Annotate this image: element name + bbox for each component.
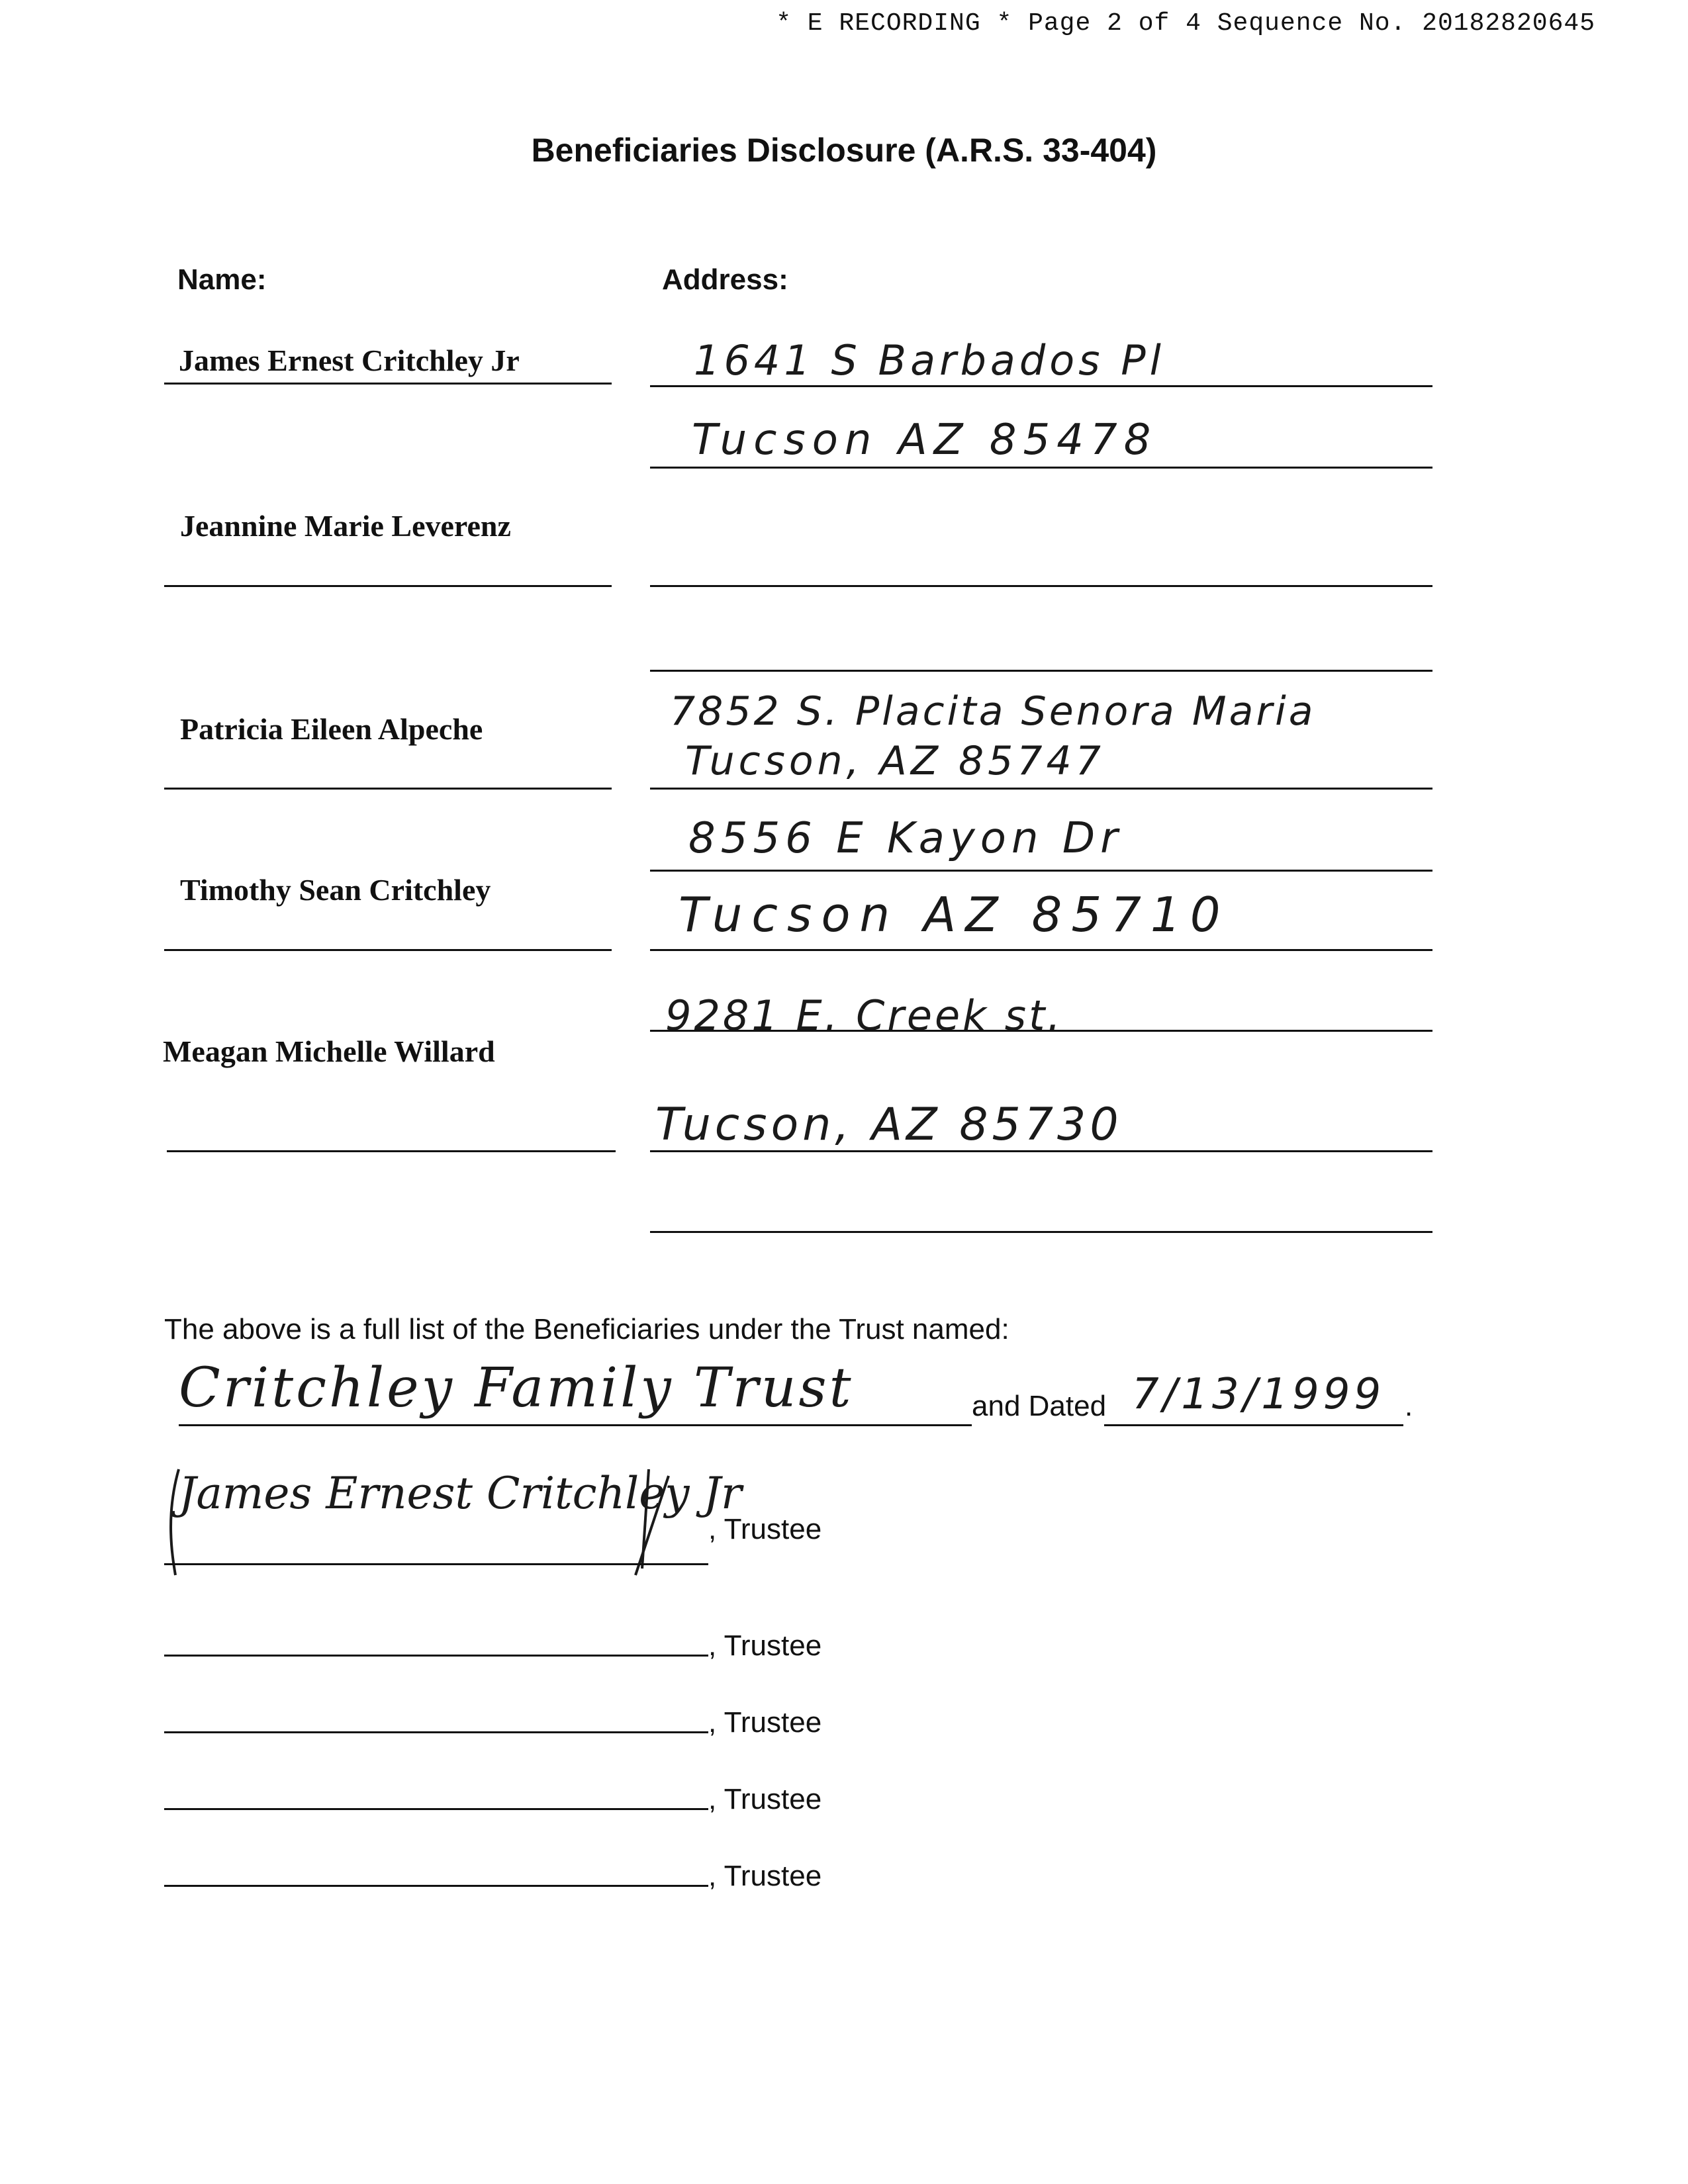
address-line-1b (650, 467, 1432, 469)
name-line-5 (167, 1150, 616, 1152)
name-column-heading: Name: (177, 263, 267, 296)
trustee-line-4 (164, 1808, 708, 1810)
trustee-label-4: , Trustee (708, 1783, 822, 1815)
beneficiary-address-3-line1: 7852 S. Placita Senora Maria (670, 688, 1316, 735)
trustee-signature-1: James Ernest Critchley Jr (179, 1468, 742, 1519)
address-line-5c (650, 1231, 1432, 1233)
address-line-4a (650, 870, 1432, 872)
beneficiaries-statement: The above is a full list of the Beneficiaries under the Trust named: (164, 1313, 1009, 1345)
address-line-1a (650, 385, 1432, 387)
beneficiary-name-4: Timothy Sean Critchley (180, 873, 491, 907)
trustee-label-2: , Trustee (708, 1629, 822, 1662)
beneficiary-address-1-line2: Tucson AZ 85478 (692, 416, 1158, 465)
trust-name-line (179, 1424, 972, 1426)
trustee-label-5: , Trustee (708, 1860, 822, 1892)
beneficiary-address-3-line2: Tucson, AZ 85747 (685, 738, 1105, 784)
trustee-label-1: , Trustee (708, 1513, 822, 1545)
trust-name: Critchley Family Trust (179, 1357, 854, 1420)
signature-flourish-icon (159, 1456, 715, 1588)
beneficiary-name-1: James Ernest Critchley Jr (179, 343, 520, 377)
trust-date: 7/13/1999 (1132, 1370, 1385, 1419)
address-line-5b (650, 1150, 1432, 1152)
trust-date-period: . (1405, 1390, 1413, 1422)
name-line-3 (164, 788, 612, 790)
dated-label: and Dated (972, 1390, 1107, 1422)
page-title: Beneficiaries Disclosure (A.R.S. 33-404) (531, 132, 1157, 169)
beneficiary-address-4-line1: 8556 E Kayon Dr (688, 814, 1123, 863)
address-line-3a (650, 788, 1432, 790)
beneficiary-name-3: Patricia Eileen Alpeche (180, 712, 483, 746)
beneficiary-address-1-line1: 1641 S Barbados Pl (694, 336, 1165, 385)
trustee-label-3: , Trustee (708, 1706, 822, 1739)
trustee-line-2 (164, 1655, 708, 1657)
address-line-2b (650, 670, 1432, 672)
name-line-2 (164, 585, 612, 587)
trustee-line-3 (164, 1731, 708, 1733)
beneficiary-address-5-line2: Tucson, AZ 85730 (655, 1099, 1123, 1151)
address-line-4b (650, 949, 1432, 951)
beneficiary-name-5: Meagan Michelle Willard (163, 1034, 495, 1068)
address-line-2a (650, 585, 1432, 587)
trustee-line-1 (164, 1563, 708, 1565)
beneficiary-address-5-line1: 9281 E. Creek st. (665, 991, 1064, 1040)
name-line-1 (164, 383, 612, 385)
beneficiary-address-4-line2: Tucson AZ 85710 (679, 887, 1230, 942)
address-column-heading: Address: (662, 263, 788, 296)
name-line-4 (164, 949, 612, 951)
beneficiary-name-2: Jeannine Marie Leverenz (180, 509, 511, 543)
trustee-line-5 (164, 1885, 708, 1887)
recording-header: * E RECORDING * Page 2 of 4 Sequence No. 20182820645 (776, 9, 1595, 38)
address-line-5a (650, 1030, 1432, 1032)
trust-date-line (1104, 1424, 1403, 1426)
